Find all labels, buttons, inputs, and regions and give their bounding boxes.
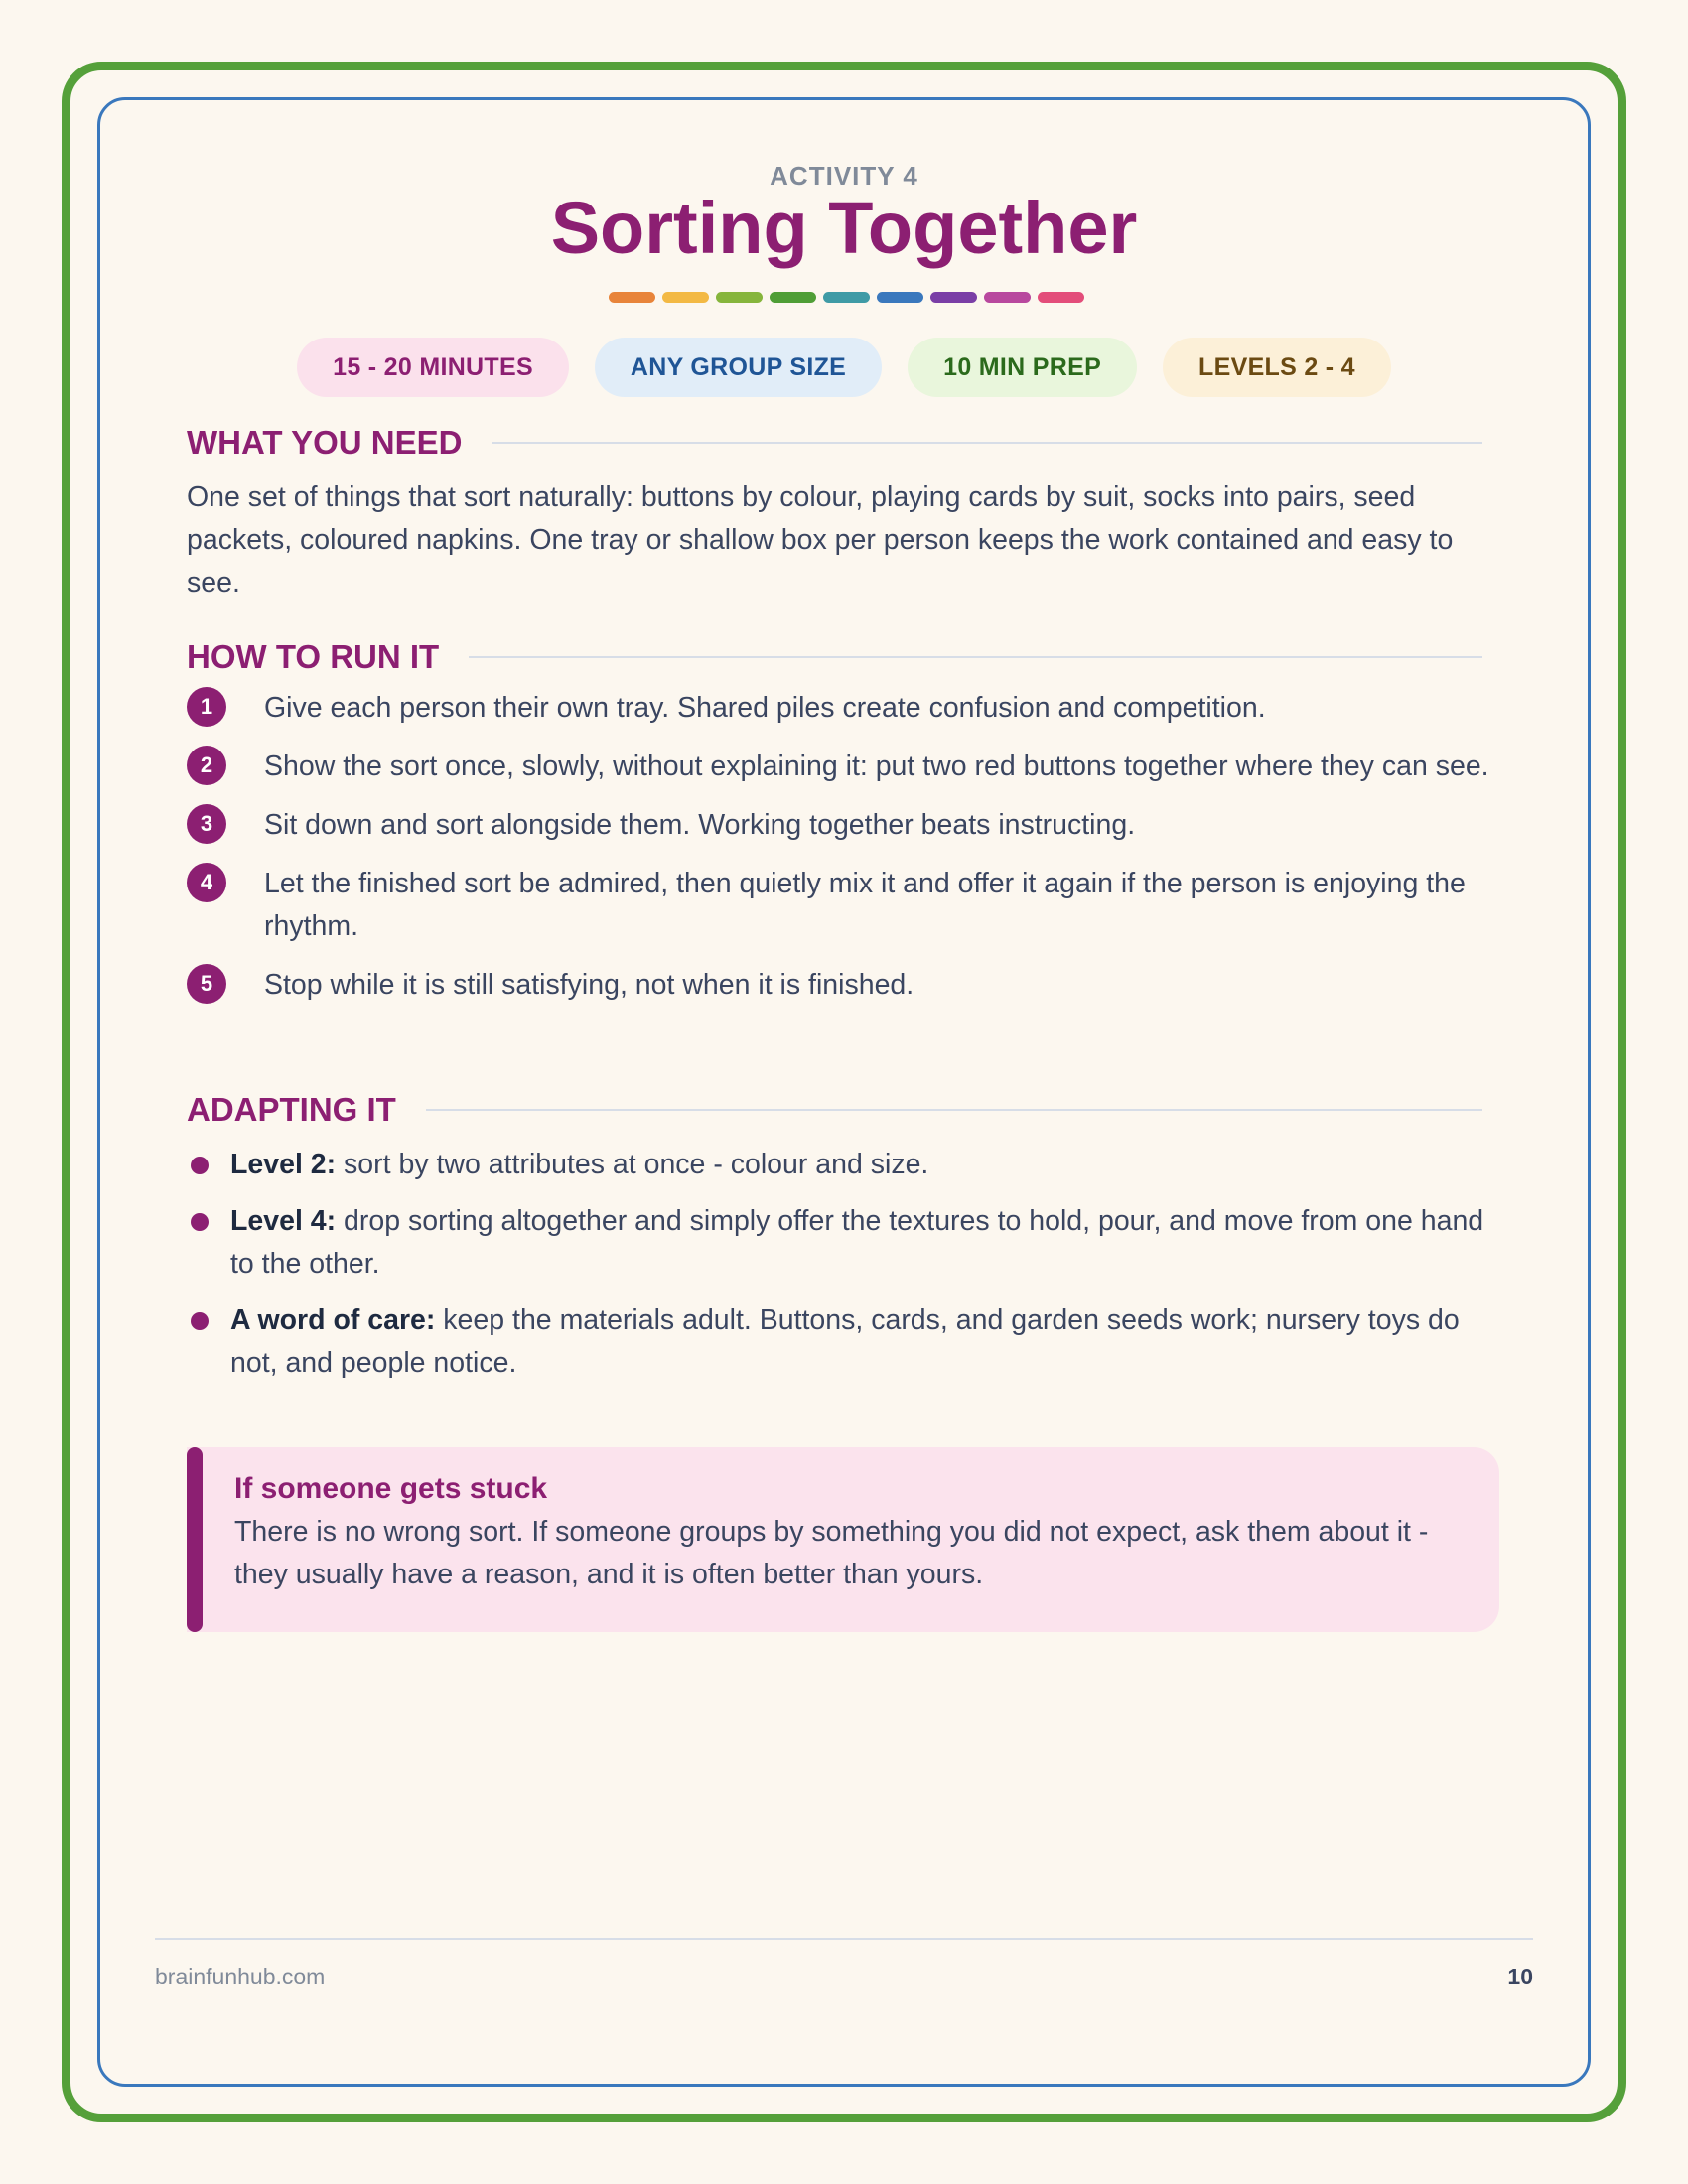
decorative-color-bar (609, 292, 1084, 304)
step-number-badge: 1 (187, 687, 226, 727)
page-header (99, 159, 1589, 268)
section-what-you-need (187, 423, 1482, 463)
page-title: Sorting Together (550, 187, 1138, 269)
bullet-label: Level 4: (230, 1205, 337, 1237)
step-item (187, 964, 1497, 1007)
bullet-text: drop sorting altogether and simply offer the textures to hold, pour, and move from one hand to the other. (230, 1205, 1484, 1280)
step-item (187, 687, 1497, 730)
bullet-dot-icon (191, 1213, 209, 1231)
color-bar-segment (930, 292, 977, 303)
section-rule (469, 656, 1482, 658)
tag-levels: LEVELS 2 - 4 (1163, 338, 1391, 397)
bullet-text: sort by two attributes at once - colour and size. (336, 1149, 929, 1180)
step-item (187, 746, 1497, 788)
bullet-label: A word of care: (230, 1304, 436, 1336)
activity-label: ACTIVITY 4 (770, 161, 918, 191)
steps-list (187, 687, 1497, 1023)
color-bar-segment (1038, 292, 1084, 303)
step-text: Give each person their own tray. Shared piles create confusion and competition. (264, 692, 1266, 724)
list-item (187, 1299, 1497, 1385)
callout-body: There is no wrong sort. If someone groups by something you did not expect, ask them about it - they usually have a reason, and it is often better than yours. (234, 1516, 1429, 1590)
list-item (187, 1144, 1497, 1186)
section-rule (492, 442, 1482, 444)
footer-rule (155, 1938, 1533, 1940)
section-adapting (187, 1090, 1482, 1130)
tag-prep: 10 MIN PREP (908, 338, 1137, 397)
footer-site: brainfunhub.com (155, 1964, 326, 1989)
step-text: Let the finished sort be admired, then quietly mix it and offer it again if the person is enjoying the rhythm. (264, 868, 1466, 942)
color-bar-segment (662, 292, 709, 303)
adaptations-list (187, 1144, 1497, 1399)
callout-accent-bar (187, 1447, 203, 1632)
tag-duration: 15 - 20 MINUTES (297, 338, 569, 397)
step-number-badge: 2 (187, 746, 226, 785)
bullet-text: keep the materials adult. Buttons, cards, and garden seeds work; nursery toys do not, and people notice. (230, 1304, 1460, 1379)
section-heading: HOW TO RUN IT (187, 638, 440, 675)
tag-group-size: ANY GROUP SIZE (595, 338, 882, 397)
materials-paragraph: One set of things that sort naturally: buttons by colour, playing cards by suit, socks into pairs, seed packets, coloured napkins. One tray or shallow box per person keeps the work contained and easy to see. (187, 481, 1454, 599)
step-text: Stop while it is still satisfying, not when it is finished. (264, 969, 914, 1001)
bullet-dot-icon (191, 1157, 209, 1174)
color-bar-segment (877, 292, 923, 303)
color-bar-segment (984, 292, 1031, 303)
tip-callout (187, 1447, 1499, 1632)
section-heading: WHAT YOU NEED (187, 424, 463, 461)
step-item (187, 804, 1497, 847)
section-rule (426, 1109, 1482, 1111)
step-number-badge: 3 (187, 804, 226, 844)
section-how-to-run (187, 637, 1482, 677)
callout-title: If someone gets stuck (234, 1472, 548, 1505)
step-number-badge: 4 (187, 863, 226, 902)
step-text: Sit down and sort alongside them. Working together beats instructing. (264, 809, 1136, 841)
step-item (187, 863, 1497, 948)
info-tags (0, 338, 1688, 397)
bullet-label: Level 2: (230, 1149, 337, 1180)
step-text: Show the sort once, slowly, without explaining it: put two red buttons together where they can see. (264, 751, 1489, 782)
bullet-dot-icon (191, 1312, 209, 1330)
color-bar-segment (716, 292, 763, 303)
color-bar-segment (609, 292, 655, 303)
list-item (187, 1200, 1497, 1286)
section-heading: ADAPTING IT (187, 1091, 396, 1128)
step-number-badge: 5 (187, 964, 226, 1004)
page-number: 10 (1507, 1964, 1533, 1989)
color-bar-segment (770, 292, 816, 303)
color-bar-segment (823, 292, 870, 303)
